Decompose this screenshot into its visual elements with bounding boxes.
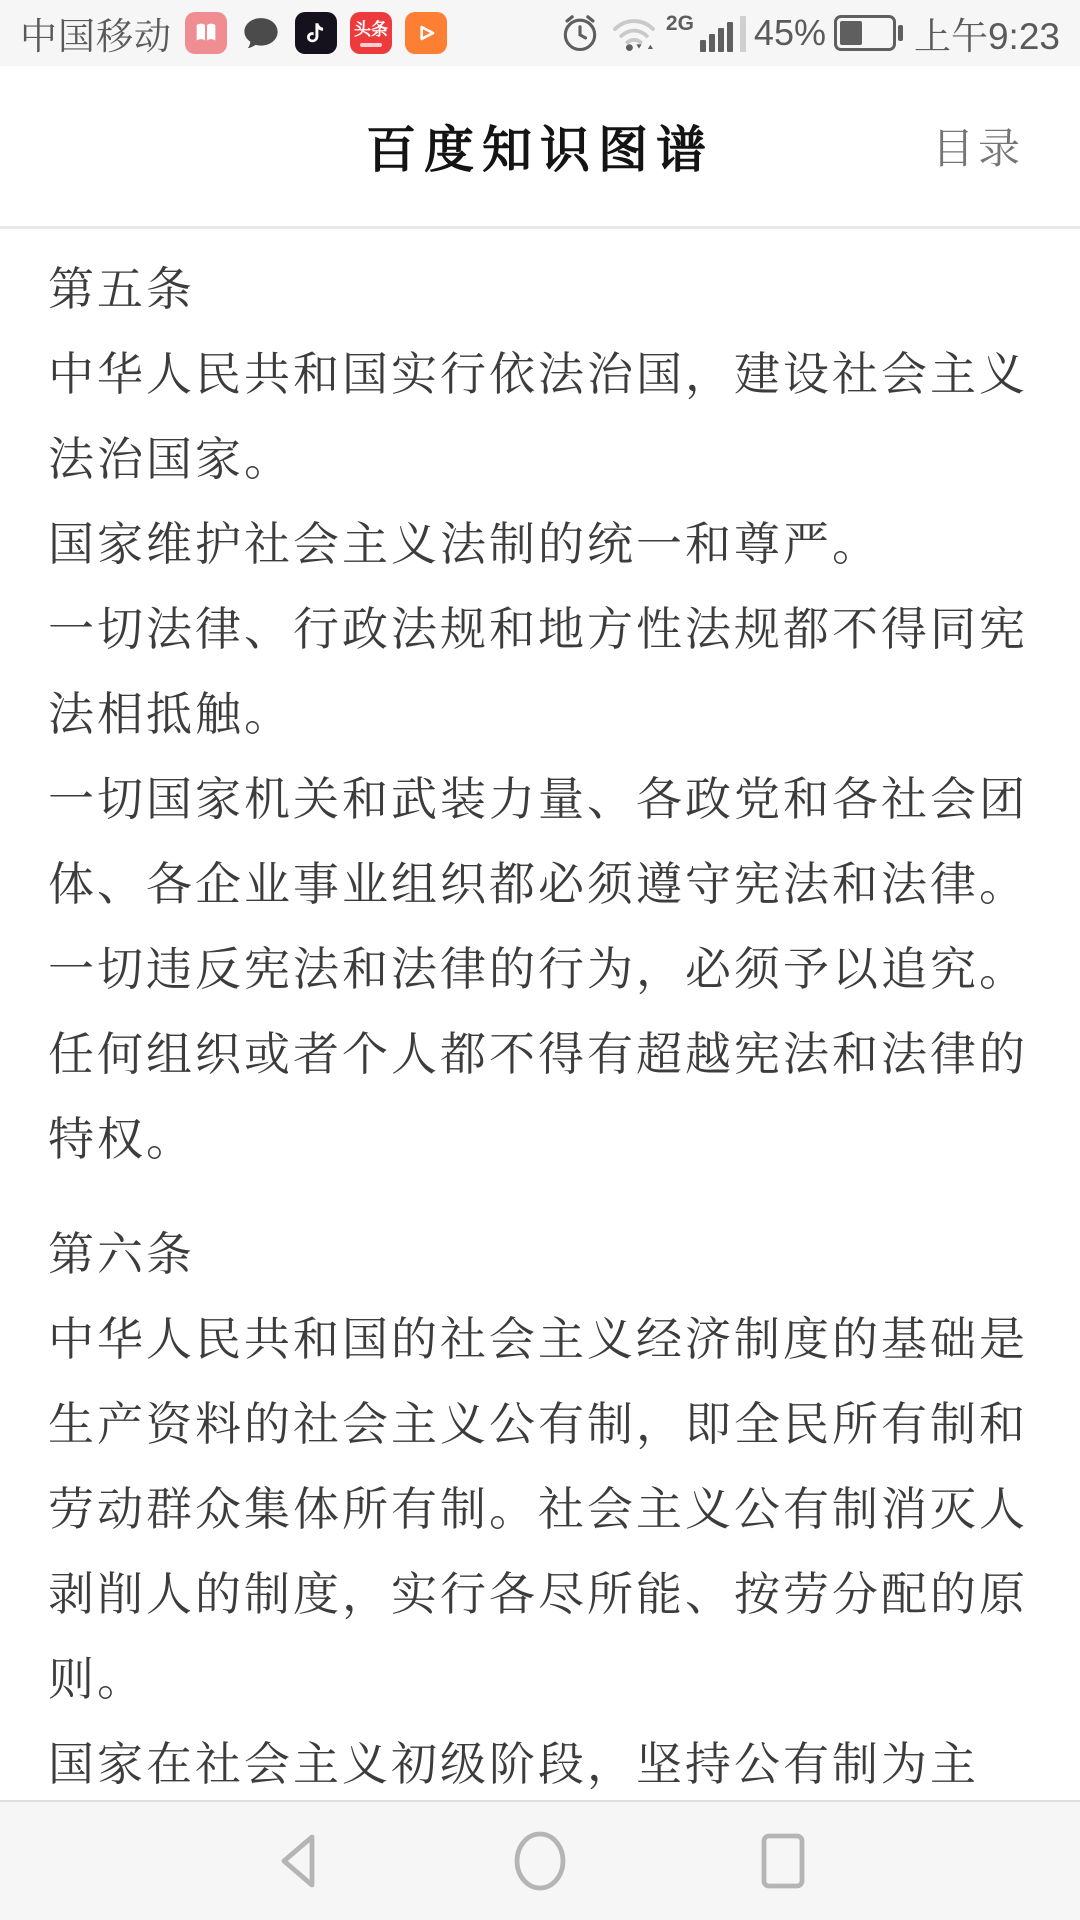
xigua-video-icon [405, 12, 447, 54]
text-line: 中华人民共和国实行依法治国，建设社会主义 [48, 348, 1028, 400]
battery-nub [898, 25, 903, 41]
article-heading: 第五条 [48, 263, 195, 315]
article-text-area[interactable] [0, 229, 1080, 1920]
back-button[interactable] [272, 1830, 322, 1892]
back-triangle-icon [272, 1830, 322, 1892]
text-line: 中华人民共和国的社会主义经济制度的基础是 [48, 1313, 1028, 1365]
recents-square-icon [758, 1830, 808, 1892]
text-line: 生产资料的社会主义公有制，即全民所有制和 [48, 1398, 1028, 1450]
table-of-contents-button[interactable]: 目录 [931, 125, 1024, 172]
carrier-label: 中国移动 [20, 16, 172, 57]
home-circle-icon [512, 1829, 568, 1893]
text-line: 特权。 [48, 1113, 195, 1165]
toutiao-icon [350, 12, 392, 54]
play-icon [413, 20, 439, 46]
text-line: 一切违反宪法和法律的行为，必须予以追究。 [48, 943, 1028, 995]
text-line: 则。 [48, 1653, 146, 1705]
app-header [0, 66, 1080, 229]
text-line: 剥削人的制度，实行各尽所能、按劳分配的原 [48, 1568, 1028, 1620]
reading-app-book-icon [185, 12, 227, 54]
page-title: 百度知识图谱 [366, 122, 714, 178]
time-label: 上午9:23 [913, 16, 1060, 57]
text-line: 一切法律、行政法规和地方性法规都不得同宪 [48, 603, 1028, 655]
home-button[interactable] [512, 1829, 568, 1893]
android-nav-bar [0, 1800, 1080, 1920]
chat-bubble-icon [240, 12, 282, 54]
music-note-icon [303, 20, 329, 46]
article-heading: 第六条 [48, 1228, 195, 1280]
text-line: 劳动群众集体所有制。社会主义公有制消灭人 [48, 1483, 1028, 1535]
text-line: 法治国家。 [48, 433, 293, 485]
wifi-icon [610, 12, 658, 54]
book-icon [192, 19, 220, 47]
text-line: 国家维护社会主义法制的统一和尊严。 [48, 518, 881, 570]
network-type-label: 2G [665, 12, 694, 35]
battery-percent-label: 45% [753, 12, 826, 53]
status-bar-right [558, 6, 1060, 60]
status-bar-left [20, 6, 447, 60]
alarm-clock-icon [558, 11, 602, 55]
recents-button[interactable] [758, 1830, 808, 1892]
toutiao-label: 头条 [354, 19, 388, 39]
battery-icon [834, 15, 896, 51]
secondary-signal-bar [740, 16, 746, 52]
text-line: 任何组织或者个人都不得有超越宪法和法律的 [48, 1028, 1028, 1080]
messages-chat-bubble-icon [240, 12, 282, 54]
signal-bars-icon [700, 14, 746, 52]
text-line: 一切国家机关和武装力量、各政党和各社会团 [48, 773, 1028, 825]
toutiao-subtext-bar [360, 43, 382, 47]
text-line: 体、各企业事业组织都必须遵守宪法和法律。 [48, 858, 1028, 910]
text-line: 法相抵触。 [48, 688, 293, 740]
status-bar [0, 0, 1080, 66]
text-line: 国家在社会主义初级阶段，坚持公有制为主 [48, 1738, 979, 1790]
douyin-icon [295, 12, 337, 54]
battery-fill [840, 21, 862, 45]
